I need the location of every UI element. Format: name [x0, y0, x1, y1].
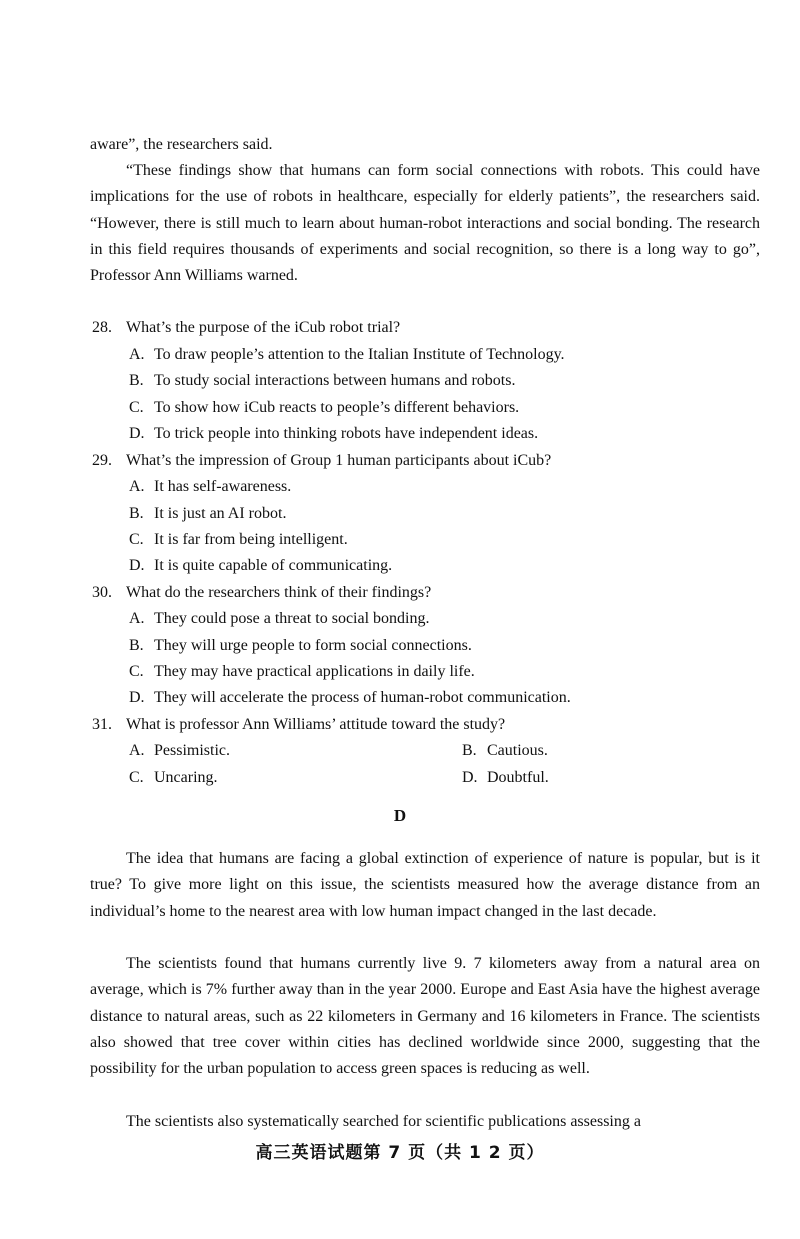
- option-text: They will urge people to form social connections.: [154, 637, 472, 654]
- passage-c-intro-line: aware”, the researchers said.: [90, 136, 273, 153]
- option-text: They may have practical applications in daily life.: [154, 663, 475, 680]
- question-text: What is professor Ann Williams’ attitude toward the study?: [126, 716, 506, 733]
- option-31-c: [129, 768, 218, 788]
- option-29-a: [129, 477, 291, 497]
- option-28-b: [129, 371, 515, 391]
- section-d-title: D: [393, 806, 407, 825]
- section-d-paragraph-3: The scientists also systematically searched for scientific publications assessing a: [126, 1113, 641, 1130]
- option-30-a: [129, 609, 429, 629]
- option-letter: C.: [129, 663, 144, 680]
- question-28: [92, 318, 400, 338]
- question-number: 29.: [92, 452, 112, 469]
- question-29: [92, 451, 551, 471]
- question-text: What’s the impression of Group 1 human participants about iCub?: [126, 452, 552, 469]
- page-footer: 高三英语试题第 7 页（共 1 2 页）: [255, 1143, 545, 1163]
- question-number: 28.: [92, 319, 112, 336]
- question-number: 31.: [92, 716, 112, 733]
- option-text: Uncaring.: [154, 769, 218, 786]
- option-29-b: [129, 504, 286, 524]
- section-d-paragraph-1: The idea that humans are facing a global extinction of experience of nature is popular, but is it true? To give more light on this issue, the scientists measured how the average distance from an individual’s home to the nearest area with low human impact changed in the last decade.: [90, 850, 760, 920]
- option-text: To draw people’s attention to the Italian Institute of Technology.: [154, 346, 565, 363]
- option-31-a: [129, 741, 230, 761]
- question-31: [92, 715, 505, 735]
- option-letter: A.: [129, 742, 145, 759]
- option-letter: D.: [129, 557, 145, 574]
- option-31-d: [462, 768, 549, 788]
- option-29-d: [129, 556, 392, 576]
- option-letter: D.: [462, 769, 478, 786]
- option-letter: B.: [129, 637, 144, 654]
- option-text: It is just an AI robot.: [154, 505, 287, 522]
- section-d-paragraph-2: The scientists found that humans currently live 9. 7 kilometers away from a natural area on average, which is 7% further away than in the year 2000. Europe and East Asia have the highest average distance to natural areas, such as 22 kilometers in Germany and 16 kilometers in France. The scientists also showed that tree cover within cities has declined worldwide since 2000, suggesting that the possibility for the urban population to access green spaces is reducing as well.: [90, 955, 760, 1078]
- option-letter: A.: [129, 346, 145, 363]
- option-text: It is far from being intelligent.: [154, 531, 348, 548]
- option-text: Pessimistic.: [154, 742, 231, 759]
- option-letter: C.: [129, 769, 144, 786]
- option-text: To study social interactions between humans and robots.: [154, 372, 516, 389]
- option-29-c: [129, 530, 348, 550]
- option-letter: B.: [129, 505, 144, 522]
- option-28-d: [129, 424, 538, 444]
- question-number: 30.: [92, 584, 112, 601]
- option-30-b: [129, 636, 472, 656]
- option-letter: A.: [129, 478, 145, 495]
- option-text: They will accelerate the process of human-robot communication.: [154, 689, 571, 706]
- option-30-c: [129, 662, 475, 682]
- option-text: To show how iCub reacts to people’s different behaviors.: [154, 399, 520, 416]
- option-31-b: [462, 741, 548, 761]
- option-text: Doubtful.: [487, 769, 549, 786]
- option-letter: C.: [129, 531, 144, 548]
- option-letter: D.: [129, 425, 145, 442]
- question-text: What do the researchers think of their findings?: [126, 584, 432, 601]
- question-30: [92, 583, 431, 603]
- option-letter: C.: [129, 399, 144, 416]
- option-text: Cautious.: [487, 742, 548, 759]
- option-letter: B.: [129, 372, 144, 389]
- option-letter: D.: [129, 689, 145, 706]
- question-text: What’s the purpose of the iCub robot trial?: [126, 319, 401, 336]
- option-text: They could pose a threat to social bonding.: [154, 610, 430, 627]
- option-30-d: [129, 688, 571, 708]
- option-letter: A.: [129, 610, 145, 627]
- option-letter: B.: [462, 742, 477, 759]
- option-text: It has self-awareness.: [154, 478, 292, 495]
- option-text: It is quite capable of communicating.: [154, 557, 393, 574]
- option-28-a: [129, 345, 565, 365]
- option-text: To trick people into thinking robots have independent ideas.: [154, 425, 539, 442]
- passage-c-paragraph: “These findings show that humans can form social connections with robots. This could have implications for the use of robots in healthcare, especially for elderly patients”, the researchers said. “However, there is still much to learn about human-robot interactions and social bonding. The research in this field requires thousands of experiments and social recognition, so there is a long way to go”, Professor Ann Williams warned.: [90, 162, 760, 285]
- option-28-c: [129, 398, 519, 418]
